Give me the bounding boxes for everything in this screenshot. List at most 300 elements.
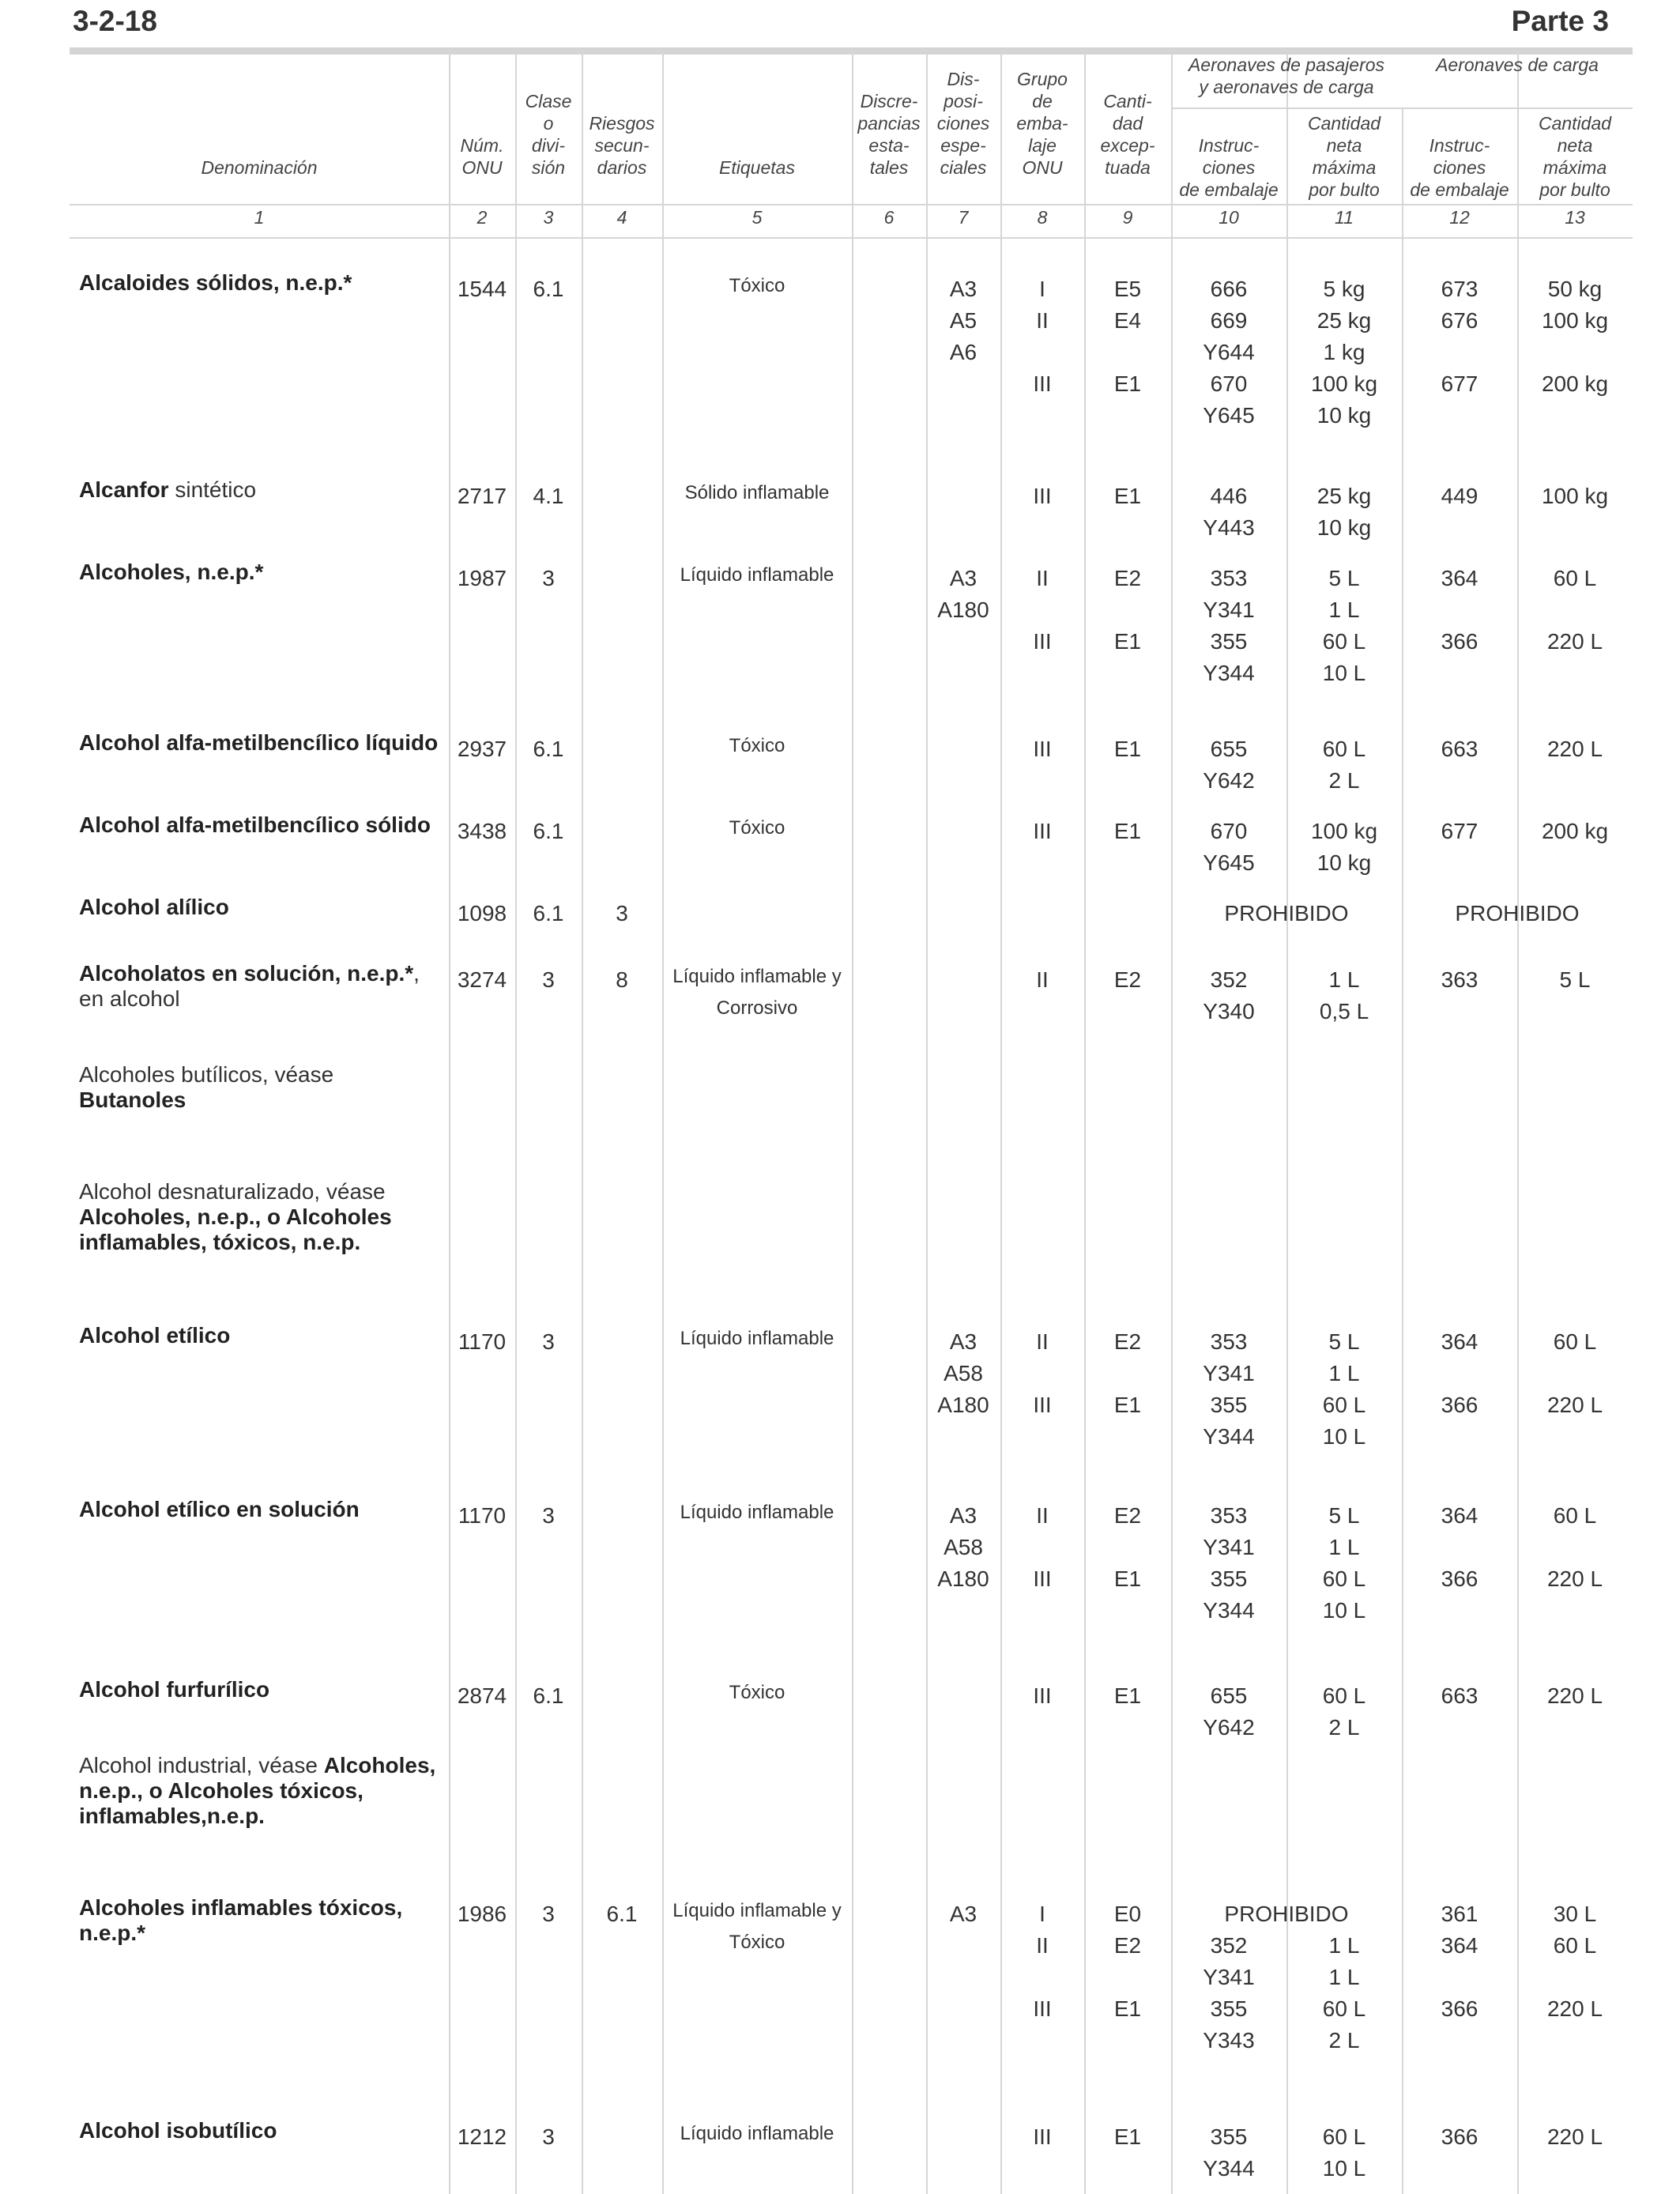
un-number xyxy=(449,2121,515,2153)
column-number: 2 xyxy=(477,207,488,228)
substance-name xyxy=(79,1062,450,1113)
cargo-max-quantity-line xyxy=(1517,1532,1633,1563)
pax-packing-instruction-line: Y644 xyxy=(1203,340,1255,364)
name-bold: Alcoholes, n.e.p.* xyxy=(79,560,264,584)
cargo-packing-instruction-line: 449 xyxy=(1441,484,1478,508)
column-number: 8 xyxy=(1037,207,1048,228)
cargo-packing-instruction-line: 663 xyxy=(1441,1683,1478,1708)
un-number-line: 1170 xyxy=(458,1329,507,1354)
packing-group xyxy=(1000,563,1084,658)
cargo-max-quantity xyxy=(1517,1898,1633,2056)
packing-group-line: I xyxy=(1039,1902,1045,1926)
pax-max-quantity-line: 100 kg xyxy=(1310,819,1378,843)
subsidiary-risk xyxy=(582,898,662,929)
pax-max-quantity xyxy=(1286,816,1402,879)
header-line: Aeronaves de pasajeros xyxy=(1188,55,1385,75)
pax-packing-instruction-line: 655 xyxy=(1210,737,1248,761)
un-number-line: 1544 xyxy=(457,277,507,301)
class-division-line: 3 xyxy=(542,967,555,992)
name-text: Alcohol industrial, véase xyxy=(79,1753,324,1777)
excepted-quantity xyxy=(1084,481,1171,512)
packing-group-line xyxy=(1000,1358,1084,1389)
packing-group-line: III xyxy=(1033,1566,1052,1591)
excepted-quantity-line: E1 xyxy=(1113,1683,1142,1708)
hazard-label xyxy=(662,275,852,307)
column-number: 9 xyxy=(1122,207,1133,228)
special-provisions xyxy=(926,273,1000,368)
class-division-line: 6.1 xyxy=(533,737,564,761)
un-number xyxy=(449,816,515,847)
packing-group-line: III xyxy=(1033,737,1052,761)
header-line: ONU xyxy=(1022,157,1063,178)
cargo-prohibited: PROHIBIDO xyxy=(1455,901,1580,925)
excepted-quantity-line xyxy=(1084,1962,1171,1993)
class-division-line: 6.1 xyxy=(533,277,564,301)
col-grupo-embalaje-header xyxy=(1000,68,1084,179)
class-division xyxy=(515,964,582,996)
un-number xyxy=(449,733,515,765)
pax-packing-instruction-line: 355 xyxy=(1210,1996,1248,2021)
pax-packing-instruction-line: 355 xyxy=(1210,1393,1248,1417)
hazard-label xyxy=(662,1328,852,1359)
pax-max-quantity-line: 5 L xyxy=(1328,1329,1360,1354)
un-number xyxy=(449,964,515,996)
col-num-onu-header xyxy=(449,134,515,179)
group-carga-header xyxy=(1402,54,1633,76)
header-line: esta- xyxy=(868,135,910,156)
un-number xyxy=(449,273,515,305)
packing-group xyxy=(1000,1500,1084,1595)
cargo-packing-instruction xyxy=(1402,481,1517,512)
pax-max-quantity-line: 60 L xyxy=(1322,1683,1366,1708)
un-number-line: 3274 xyxy=(457,967,507,992)
header-line: ciones xyxy=(1202,157,1256,178)
name-bold: Alcanfor xyxy=(79,477,169,502)
pax-max-quantity-line: 60 L xyxy=(1322,2124,1366,2149)
packing-group xyxy=(1000,964,1084,996)
pax-packing-instruction-line: 355 xyxy=(1210,1566,1248,1591)
cargo-packing-instruction-line: 364 xyxy=(1441,1329,1478,1354)
special-provisions xyxy=(926,1898,1000,1930)
cargo-max-quantity xyxy=(1517,1326,1633,1421)
substance-name xyxy=(79,560,450,585)
name-bold: Alcohol isobutílico xyxy=(79,2118,277,2143)
substance-name xyxy=(79,895,450,920)
un-number-line: 1987 xyxy=(457,566,507,590)
un-number-line: 1170 xyxy=(458,1503,507,1528)
packing-group-line: III xyxy=(1033,1393,1052,1417)
pax-packing-instruction xyxy=(1171,481,1286,544)
name-text: en alcohol xyxy=(79,986,180,1011)
excepted-quantity-line: E1 xyxy=(1113,1996,1142,2021)
class-division xyxy=(515,1898,582,1930)
cargo-max-quantity-line: 60 L xyxy=(1553,1503,1597,1528)
name-text: , xyxy=(413,961,420,986)
un-number-line: 1986 xyxy=(457,1902,507,1926)
hazard-label xyxy=(662,1900,852,1963)
cargo-packing-instruction-line: 673 xyxy=(1441,277,1478,301)
header-line: Canti- xyxy=(1103,91,1152,111)
class-division-line: 3 xyxy=(542,566,555,590)
header-line: secun- xyxy=(594,135,650,156)
class-division-line: 3 xyxy=(542,1503,555,1528)
pax-packing-instruction-line: 355 xyxy=(1210,629,1248,654)
header-line: máxima xyxy=(1312,157,1377,178)
hazard-label xyxy=(662,1502,852,1533)
packing-group-line: II xyxy=(1036,1503,1049,1528)
packing-group-line: III xyxy=(1033,1996,1052,2021)
pax-packing-instruction xyxy=(1171,1326,1286,1453)
column-divider xyxy=(582,51,583,2194)
name-bold: Alcohol furfurílico xyxy=(79,1677,270,1702)
special-provisions-line: A58 xyxy=(944,1535,983,1559)
pax-max-quantity-line: 1 L xyxy=(1328,1535,1360,1559)
substance-name xyxy=(79,1179,450,1255)
excepted-quantity-line: E2 xyxy=(1113,1933,1142,1958)
cargo-max-quantity-line: 100 kg xyxy=(1541,484,1609,508)
class-division xyxy=(515,1326,582,1358)
col-riesgos-header xyxy=(582,112,662,179)
header-line: neta xyxy=(1326,135,1362,156)
header-line: Cantidad xyxy=(1307,113,1381,134)
class-division xyxy=(515,273,582,305)
column-number: 7 xyxy=(958,207,969,228)
packing-group-line xyxy=(1000,594,1084,626)
substance-name xyxy=(79,1677,450,1702)
header-line: o xyxy=(543,113,554,134)
special-provisions-line: A58 xyxy=(944,1361,983,1385)
excepted-quantity-line: E1 xyxy=(1113,737,1142,761)
header-line: por bulto xyxy=(1539,179,1610,200)
cargo-max-quantity-line xyxy=(1517,400,1633,432)
special-provisions-line: A180 xyxy=(937,1566,989,1591)
excepted-quantity xyxy=(1084,1898,1171,2056)
pax-max-quantity-line: 25 kg xyxy=(1317,308,1372,333)
cargo-packing-instruction-line: 364 xyxy=(1441,566,1478,590)
excepted-quantity xyxy=(1084,1326,1171,1421)
pax-max-quantity xyxy=(1286,481,1402,544)
hazard-label-line: Líquido inflamable xyxy=(680,564,834,586)
substance-name xyxy=(79,270,450,296)
excepted-quantity-line: E1 xyxy=(1113,1393,1142,1417)
pax-max-quantity-line: 10 kg xyxy=(1317,515,1372,540)
class-division xyxy=(515,816,582,847)
column-divider xyxy=(662,51,664,2194)
pax-max-quantity-line: 1 L xyxy=(1328,967,1360,992)
excepted-quantity-line: E4 xyxy=(1113,308,1142,333)
hazard-label xyxy=(662,735,852,767)
pax-max-quantity-line: 10 kg xyxy=(1317,403,1372,428)
header-line: divi- xyxy=(531,135,566,156)
col-cantidad-cargo-header xyxy=(1517,112,1633,201)
name-bold: Alcohol alílico xyxy=(79,895,229,919)
packing-group-line: III xyxy=(1033,2124,1052,2149)
un-number-line: 1098 xyxy=(457,901,507,925)
hazard-label-line: Líquido inflamable y xyxy=(672,966,842,987)
pax-max-quantity-line: 10 L xyxy=(1322,2156,1366,2181)
pax-packing-instruction-line: 670 xyxy=(1210,371,1248,396)
cargo-packing-instruction-line xyxy=(1402,2025,1517,2056)
pax-max-quantity-line: 25 kg xyxy=(1317,484,1372,508)
packing-group-line: I xyxy=(1039,277,1045,301)
packing-group-line: II xyxy=(1036,1933,1049,1958)
header-line: sión xyxy=(531,157,566,178)
part-title: Parte 3 xyxy=(1511,5,1609,37)
column-divider xyxy=(449,51,450,2194)
substance-name xyxy=(79,1753,450,1829)
header-line: Instruc- xyxy=(1429,135,1490,156)
cargo-packing-instruction xyxy=(1402,816,1517,847)
cargo-max-quantity-line: 200 kg xyxy=(1541,819,1609,843)
cargo-max-quantity xyxy=(1517,2121,1633,2153)
excepted-quantity xyxy=(1084,1500,1171,1595)
packing-group-line: III xyxy=(1033,819,1052,843)
pax-max-quantity xyxy=(1286,964,1402,1027)
pax-packing-instruction-line: Y443 xyxy=(1203,515,1255,540)
header-line: Grupo xyxy=(1017,69,1068,89)
pax-max-quantity-line: 60 L xyxy=(1322,1393,1366,1417)
name-bold: Alcoholes, n.e.p., o Alcoholes xyxy=(79,1204,392,1229)
header-line: por bulto xyxy=(1309,179,1380,200)
pax-max-quantity-line: 10 L xyxy=(1322,661,1366,685)
name-bold: Butanoles xyxy=(79,1088,186,1112)
cargo-packing-instruction-line: 364 xyxy=(1441,1503,1478,1528)
cargo-packing-instruction-line: 676 xyxy=(1441,308,1478,333)
header-line: y aeronaves de carga xyxy=(1199,77,1374,97)
un-number-line: 2937 xyxy=(457,737,507,761)
packing-group-line: II xyxy=(1036,967,1049,992)
excepted-quantity-line: E2 xyxy=(1113,1329,1142,1354)
special-provisions-line: A180 xyxy=(937,1393,989,1417)
pax-max-quantity-line: 5 kg xyxy=(1323,277,1365,301)
packing-group-line: III xyxy=(1033,371,1052,396)
header-line: de embalaje xyxy=(1410,179,1509,200)
column-number: 4 xyxy=(616,207,627,228)
header-line: excep- xyxy=(1100,135,1155,156)
hazard-label xyxy=(662,2123,852,2154)
cargo-max-quantity-line: 60 L xyxy=(1553,1329,1597,1354)
packing-group-line xyxy=(1000,2025,1084,2056)
pax-packing-instruction-line: Y341 xyxy=(1203,1965,1255,1989)
excepted-quantity xyxy=(1084,816,1171,847)
cargo-packing-instruction-line xyxy=(1402,1358,1517,1389)
class-division xyxy=(515,2121,582,2153)
cargo-max-quantity-line: 220 L xyxy=(1546,1683,1603,1708)
pax-max-quantity-line: 2 L xyxy=(1328,2028,1360,2053)
pax-packing-instruction xyxy=(1171,273,1286,432)
pax-packing-instruction-line: Y645 xyxy=(1203,403,1255,428)
substance-name xyxy=(79,477,450,503)
pax-packing-instruction xyxy=(1171,964,1286,1027)
cargo-max-quantity-line: 50 kg xyxy=(1547,277,1603,301)
pax-packing-instruction xyxy=(1171,563,1286,689)
header-line: tuada xyxy=(1105,157,1151,178)
packing-group xyxy=(1000,2121,1084,2153)
column-divider xyxy=(515,51,517,2194)
cargo-packing-instruction-line: 366 xyxy=(1441,629,1478,654)
cargo-packing-instruction xyxy=(1402,1680,1517,1712)
cargo-packing-instruction-line xyxy=(1402,337,1517,368)
pax-max-quantity-line: 10 L xyxy=(1322,1424,1366,1449)
class-division-line: 3 xyxy=(542,1329,555,1354)
class-division xyxy=(515,1500,582,1532)
header-line: tales xyxy=(869,157,909,178)
packing-group xyxy=(1000,1680,1084,1712)
cargo-packing-instruction xyxy=(1402,1898,1517,2056)
pax-max-quantity-line: 60 L xyxy=(1322,629,1366,654)
hazard-label-line: Líquido inflamable xyxy=(680,2123,834,2144)
un-number-line: 3438 xyxy=(457,819,507,843)
cargo-max-quantity-line xyxy=(1517,1358,1633,1389)
pax-max-quantity-line: 5 L xyxy=(1328,566,1360,590)
un-number xyxy=(449,898,515,929)
un-number xyxy=(449,563,515,594)
name-text: Alcoholes butílicos, véase xyxy=(79,1062,334,1087)
page-header xyxy=(0,3,1680,47)
cargo-max-quantity-line: 220 L xyxy=(1546,1996,1603,2021)
pax-packing-instruction-line: 353 xyxy=(1210,566,1248,590)
hazard-label xyxy=(662,1682,852,1713)
class-division xyxy=(515,563,582,594)
packing-group-line: II xyxy=(1036,1329,1049,1354)
cargo-packing-instruction-line: 364 xyxy=(1441,1933,1478,1958)
class-division xyxy=(515,733,582,765)
col-cantidad-pax-header xyxy=(1286,112,1402,201)
cargo-packing-instruction-line: 366 xyxy=(1441,1996,1478,2021)
header-line: ciones xyxy=(1433,157,1486,178)
special-provisions-line: A3 xyxy=(949,1503,977,1528)
header-rule xyxy=(70,51,1633,52)
name-bold: Alcohol etílico xyxy=(79,1323,231,1348)
col-discrepancias-header xyxy=(852,90,926,179)
excepted-quantity-line: E2 xyxy=(1113,566,1142,590)
pax-max-quantity-line: 1 L xyxy=(1328,1361,1360,1385)
header-line: de xyxy=(1032,91,1053,111)
pax-max-quantity-line: 60 L xyxy=(1322,737,1366,761)
cargo-max-quantity xyxy=(1517,273,1633,432)
cargo-max-quantity-line: 220 L xyxy=(1546,1566,1603,1591)
column-number: 3 xyxy=(543,207,554,228)
hazard-label-line: Tóxico xyxy=(729,817,785,839)
hazard-label-line: Líquido inflamable y xyxy=(672,1900,842,1921)
pax-packing-instruction-line: 670 xyxy=(1210,819,1248,843)
excepted-quantity xyxy=(1084,964,1171,996)
class-division xyxy=(515,481,582,512)
col-instrucciones-cargo-header xyxy=(1402,134,1517,201)
pax-packing-instruction-line: 666 xyxy=(1210,277,1248,301)
un-number xyxy=(449,1680,515,1712)
cargo-max-quantity-line: 5 L xyxy=(1559,967,1591,992)
packing-group xyxy=(1000,273,1084,432)
col-instrucciones-pax-header xyxy=(1171,134,1286,201)
column-number: 10 xyxy=(1219,207,1239,228)
class-division-line: 6.1 xyxy=(533,901,564,925)
column-number: 11 xyxy=(1335,207,1354,228)
pax-packing-instruction-line: Y341 xyxy=(1203,1361,1255,1385)
header-line: máxima xyxy=(1543,157,1607,178)
pax-max-quantity xyxy=(1286,1680,1402,1744)
pax-packing-instruction-line: Y343 xyxy=(1203,2028,1255,2053)
excepted-quantity-line: E1 xyxy=(1113,629,1142,654)
excepted-quantity-line xyxy=(1084,1358,1171,1389)
column-number: 6 xyxy=(883,207,895,228)
cargo-max-quantity xyxy=(1517,563,1633,658)
packing-group xyxy=(1000,816,1084,847)
header-line: pancias xyxy=(857,113,921,134)
packing-group-line: III xyxy=(1033,484,1052,508)
pax-max-quantity xyxy=(1286,1500,1402,1627)
header-line: Riesgos xyxy=(589,113,655,134)
col-denominacion-header xyxy=(70,156,449,179)
excepted-quantity xyxy=(1084,273,1171,432)
excepted-quantity-line xyxy=(1084,2025,1171,2056)
name-bold: n.e.p.* xyxy=(79,1921,146,1945)
subsidiary-risk-line: 3 xyxy=(616,901,628,925)
column-number: 12 xyxy=(1449,207,1470,228)
cargo-packing-instruction xyxy=(1402,964,1517,996)
cargo-max-quantity-line: 200 kg xyxy=(1541,371,1609,396)
cargo-max-quantity-line xyxy=(1517,1962,1633,1993)
cargo-max-quantity-line: 220 L xyxy=(1546,737,1603,761)
special-provisions-line: A6 xyxy=(949,340,977,364)
pax-max-quantity xyxy=(1286,563,1402,689)
header-line: emba- xyxy=(1016,113,1068,134)
header-line: Núm. xyxy=(460,135,504,156)
packing-group-line: III xyxy=(1033,1683,1052,1708)
packing-group-line: II xyxy=(1036,308,1049,333)
excepted-quantity-line xyxy=(1084,1532,1171,1563)
un-number xyxy=(449,1500,515,1532)
excepted-quantity-line: E1 xyxy=(1113,371,1142,396)
pax-max-quantity-line: 60 L xyxy=(1322,1996,1366,2021)
pax-max-quantity-line: 1 L xyxy=(1328,1965,1360,1989)
col-etiquetas-header xyxy=(662,156,852,179)
pax-packing-instruction-line: Y642 xyxy=(1203,1715,1255,1740)
cargo-max-quantity-line: 60 L xyxy=(1553,566,1597,590)
class-division-line: 3 xyxy=(542,1902,555,1926)
header-line: darios xyxy=(597,157,647,178)
excepted-quantity-line: E1 xyxy=(1113,819,1142,843)
cargo-max-quantity xyxy=(1517,964,1633,996)
pax-max-quantity-line: 1 L xyxy=(1328,1933,1360,1958)
pax-max-quantity-line: 5 L xyxy=(1328,1503,1360,1528)
pax-packing-instruction-line: 352 xyxy=(1210,1933,1248,1958)
class-division-line: 4.1 xyxy=(533,484,564,508)
pax-packing-instruction-line: 353 xyxy=(1210,1329,1248,1354)
header-line: ciones xyxy=(936,113,990,134)
cargo-max-quantity-line: 100 kg xyxy=(1541,308,1609,333)
pax-max-quantity-line: 10 L xyxy=(1322,1598,1366,1623)
cargo-packing-instruction-line xyxy=(1402,1962,1517,1993)
pax-prohibited: PROHIBIDO xyxy=(1224,901,1349,925)
pax-max-quantity xyxy=(1286,2121,1402,2185)
hazard-label-line: Líquido inflamable xyxy=(680,1328,834,1349)
hazard-label-line: Tóxico xyxy=(729,1682,785,1703)
cargo-max-quantity-line: 30 L xyxy=(1553,1902,1597,1926)
header-line: espe- xyxy=(940,135,986,156)
header-line: laje xyxy=(1028,135,1057,156)
pax-packing-instruction-line: Y344 xyxy=(1203,1598,1255,1623)
un-number xyxy=(449,1898,515,1930)
name-bold: Alcaloides sólidos, n.e.p.* xyxy=(79,270,352,295)
pax-packing-instruction-line: 353 xyxy=(1210,1503,1248,1528)
pax-max-quantity-line: 60 L xyxy=(1322,1566,1366,1591)
cargo-max-quantity xyxy=(1517,1500,1633,1595)
pax-max-quantity xyxy=(1286,273,1402,432)
pax-packing-instruction xyxy=(1171,1500,1286,1627)
name-bold: inflamables,n.e.p. xyxy=(79,1804,265,1828)
column-number: 5 xyxy=(751,207,763,228)
